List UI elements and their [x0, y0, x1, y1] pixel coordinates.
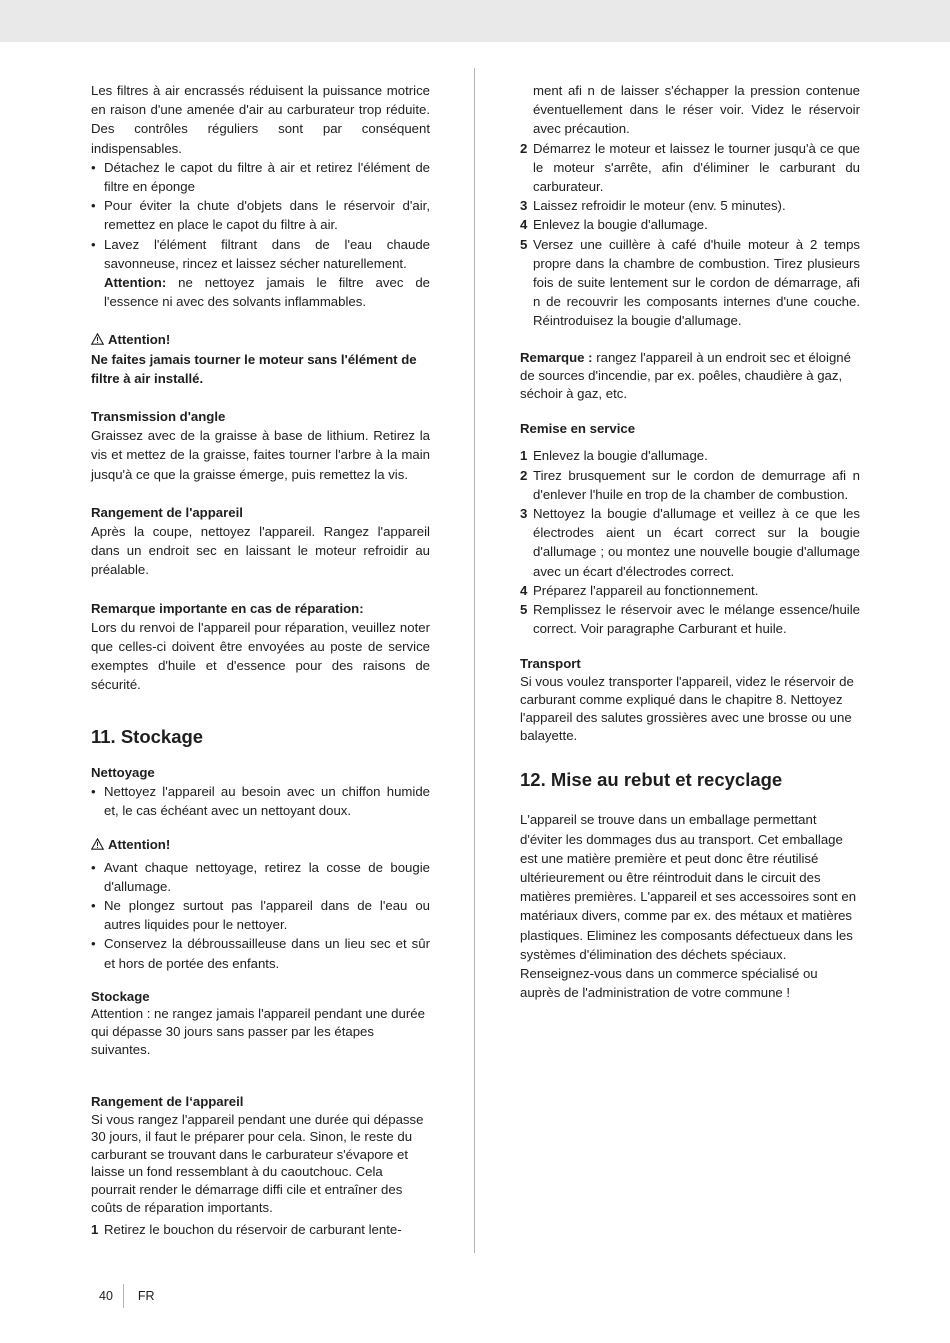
list-item: [520, 139, 860, 197]
list-item: • Nettoyez l'appareil au besoin avec un chiffon humide et, le cas échéant avec un nettoyant doux.: [91, 782, 430, 820]
stockage-heading: Stockage: [91, 988, 150, 1004]
list-item: • Avant chaque nettoyage, retirez la cosse de bougie d'allumage.: [91, 858, 430, 896]
disposal-text: L'appareil se trouve dans un emballage permettant d'éviter les dommages dus au transport. Cet emballage est une matière première et peut donc être réutilisé ultérieurement ou être réintroduit dans le circuit des matières premières. L'appareil et ses accessoires sont en matériaux divers, comme par ex. des métaux et matières plastiques. Eliminez les composants défectueux dans les systèmes d'élimination des déchets spéciaux. Renseignez-vous dans un commerce spécialisé ou auprès de l'administration de votre commune !: [520, 812, 857, 1001]
attention-text: Ne faites jamais tourner le moteur sans l'élément de filtre à air installé.: [91, 351, 417, 386]
column-divider: [474, 68, 475, 1253]
rangement-heading: Rangement de l‘appareil: [91, 1094, 244, 1110]
service-heading: Remise en service: [520, 421, 636, 437]
cleaning-list: [91, 782, 430, 820]
step-text: Remplissez le réservoir avec le mélange essence/huile correct. Voir paragraphe Carburant et huile.: [533, 602, 860, 637]
transport-text: Si vous voulez transporter l'appareil, videz le réservoir de carburant comme expliqué dans le chapitre 8. Nettoyez l'appareil des salutes grossières avec une brosse ou une balayette.: [520, 674, 854, 743]
attention-heading: [91, 835, 430, 854]
list-item: [520, 504, 860, 581]
list-item: [520, 581, 860, 600]
air-filter-intro: Les filtres à air encrassés réduisent la puissance motrice en raison d'une amenée d'air au carburateur trop réduite. Des contrôles réguliers sont par conséquent indispensables.: [91, 83, 430, 156]
attention-title: Attention!: [108, 332, 171, 348]
cleaning-heading: Nettoyage: [91, 764, 155, 780]
repair-text: Lors du renvoi de l'appareil pour réparation, veuillez noter que celles-ci doivent être envoyées au poste de service exemptes d'huile et d'essence pour des raisons de sécurité.: [91, 619, 430, 693]
repair-heading: Remarque importante en cas de réparation:: [91, 600, 364, 616]
step-number: 1: [520, 448, 528, 464]
list-item: [520, 196, 860, 215]
list-item: [91, 235, 430, 312]
language-code: FR: [137, 1289, 155, 1303]
section-12-title: 12. Mise au rebut et recyclage: [520, 769, 783, 791]
section-11-title: 11. Stockage: [91, 725, 204, 747]
step-number: 4: [520, 217, 528, 233]
storage-heading: Rangement de l'appareil: [91, 504, 243, 520]
stockage-text: Attention : ne rangez jamais l'appareil pendant une durée qui dépasse 30 jours sans passer par les étapes suivantes.: [91, 1006, 425, 1057]
angle-heading: Transmission d'angle: [91, 409, 226, 425]
step-text: Versez une cuillère à café d'huile moteur à 2 temps propre dans la chambre de combustion. Tirez plusieurs fois de suite lentement sur le cordon de démarrage, afi n de recouvrir les composants internes d'une couche. Réintroduisez la bougie d'allumage.: [533, 236, 860, 329]
continuation-text: ment afi n de laisser s'échapper la pression contenue éventuellement dans le réser voir. Videz le réservoir avec précaution.: [533, 83, 860, 137]
list-item: • Détachez le capot du filtre à air et retirez l'élément de filtre en éponge: [91, 158, 430, 196]
list-item: [520, 215, 860, 234]
list-item: [520, 235, 860, 331]
list-item: [520, 600, 860, 638]
step-text: Laissez refroidir le moteur (env. 5 minutes).: [533, 198, 786, 214]
air-filter-steps: [91, 158, 430, 312]
list-item: [520, 466, 860, 504]
step-text: Démarrez le moteur et laissez le tourner jusqu'à ce que le moteur s'arrête, afin d'éliminer le carburant du carburateur.: [533, 140, 860, 195]
step-text: Enlevez la bougie d'allumage.: [533, 217, 708, 233]
attention-title: Attention!: [108, 837, 171, 853]
step-text: Enlevez la bougie d'allumage.: [533, 448, 708, 464]
step-number: 3: [520, 198, 528, 214]
list-item: • Conservez la débroussailleuse dans un lieu sec et sûr et hors de portée des enfants.: [91, 934, 430, 972]
list-item: • Ne plongez surtout pas l'appareil dans de l'eau ou autres liquides pour le nettoyer.: [91, 896, 430, 934]
list-item-text: Lavez l'élément filtrant dans de l'eau chaude savonneuse, rincez et laissez sécher naturellement.: [104, 236, 430, 271]
attention-note: ne nettoyez jamais le filtre avec de l'essence ni avec des solvants inflammables.: [104, 275, 430, 310]
step-text: Tirez brusquement sur le cordon de demurrage afi n d'enlever l'huile en trop de la chamber de combustion.: [533, 467, 860, 502]
page-number: 40: [99, 1289, 113, 1303]
step-number: 3: [520, 506, 528, 522]
storage-steps: [520, 139, 860, 331]
rangement-steps: [91, 1220, 430, 1239]
step-number: 4: [520, 582, 528, 598]
page-footer: [99, 1284, 155, 1308]
attention-list: [91, 858, 430, 973]
angle-text: Graissez avec de la graisse à base de lithium. Retirez la vis et mettez de la graisse, faites tourner l'arbre à la main jusqu'à ce que la graisse émerge, puis remettez la vis.: [91, 428, 430, 482]
list-item: [520, 446, 860, 465]
step-number: 2: [520, 467, 528, 483]
service-steps: [520, 446, 860, 638]
remark-text: [520, 349, 860, 404]
remark-label: Remarque :: [520, 349, 593, 365]
remark-body: rangez l'appareil à un endroit sec et éloigné de sources d'incendie, par ex. poêles, chaudière à gaz, séchoir à gaz, etc.: [520, 349, 851, 402]
left-column: [91, 81, 430, 1239]
storage-text: Après la coupe, nettoyez l'appareil. Rangez l'appareil dans un endroit sec en laissant le moteur refroidir au préalable.: [91, 524, 430, 578]
list-item: • Pour éviter la chute d'objets dans le réservoir d'air, remettez en place le capot du filtre à air.: [91, 196, 430, 234]
warning-icon: [91, 838, 104, 850]
right-column: [520, 81, 860, 1003]
rangement-text: Si vous rangez l'appareil pendant une durée qui dépasse 30 jours, il faut le préparer pour cela. Sinon, le reste du carburant se trouvant dans le carburateur s'évapore et laisse un fond ressemblant à du caoutchouc. Cela pourrait render le démarrage diffi cile et entraîner des coûts de réparation importants.: [91, 1111, 424, 1215]
list-item: [91, 1220, 430, 1239]
step-number: 2: [520, 140, 528, 156]
attention-label: Attention:: [104, 275, 167, 291]
step-number: 1: [91, 1222, 99, 1238]
header-bar: [0, 0, 950, 42]
footer-divider: [123, 1284, 124, 1308]
step-text: Préparez l'appareil au fonctionnement.: [533, 582, 759, 598]
attention-heading: [91, 330, 430, 349]
step-number: 5: [520, 236, 528, 252]
warning-icon: [91, 333, 104, 345]
step-number: 5: [520, 602, 528, 618]
step-text: Retirez le bouchon du réservoir de carburant lente-: [104, 1222, 402, 1238]
transport-heading: Transport: [520, 656, 581, 672]
step-text: Nettoyez la bougie d'allumage et veillez à ce que les électrodes aient un écart correct sur la bougie d'allumage ; ou montez une nouvelle bougie d'allumage avec un écart d'électrodes correct.: [533, 506, 860, 579]
